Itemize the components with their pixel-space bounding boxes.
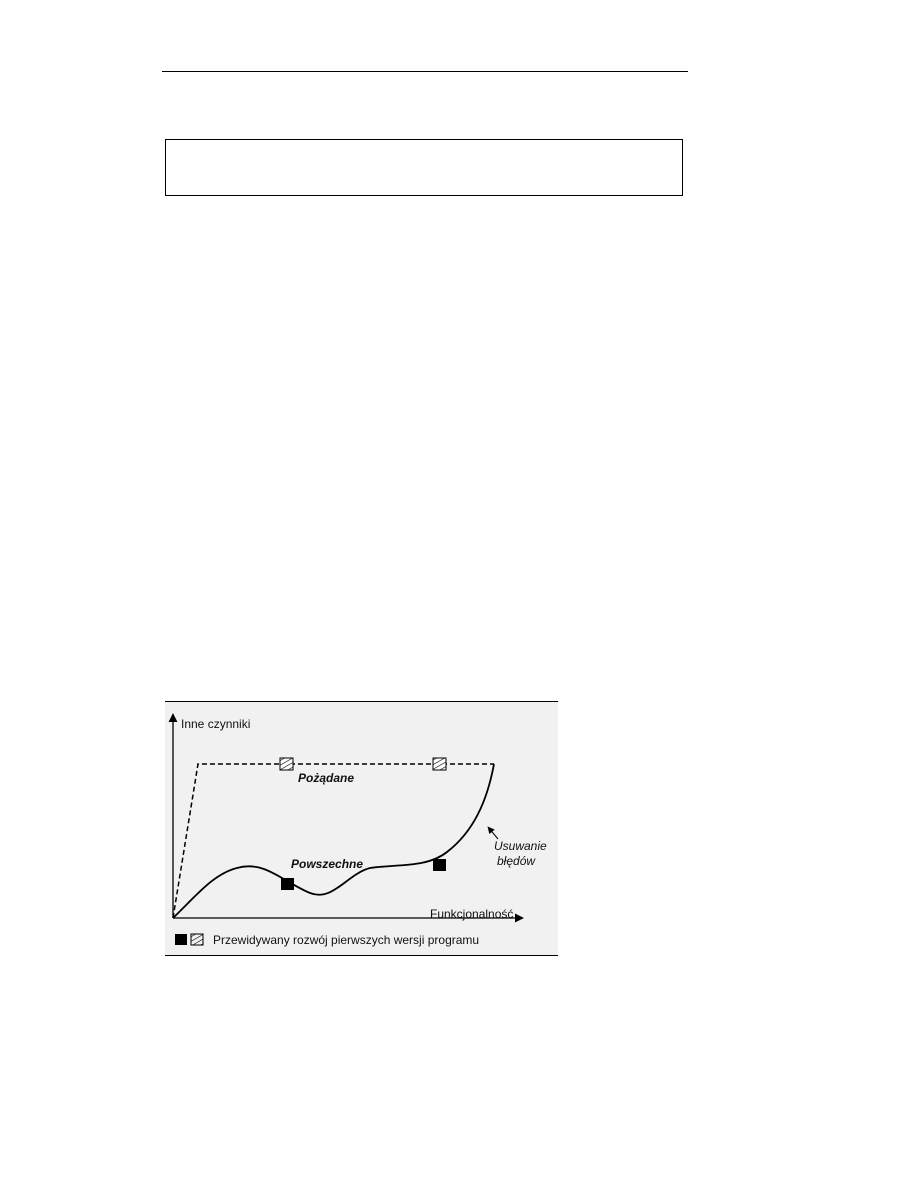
figure-panel <box>165 701 558 956</box>
black-square-icon <box>281 878 294 890</box>
empty-frame <box>165 139 683 196</box>
y-axis-label: Inne czynniki <box>181 717 251 731</box>
black-square-icon <box>433 859 446 871</box>
common-curve-label: Powszechne <box>291 857 364 871</box>
hatched-square-fill <box>280 758 293 770</box>
debugging-label-line1: Usuwanie <box>494 839 547 853</box>
hatched-square-fill <box>433 758 446 770</box>
header-rule <box>162 71 688 72</box>
x-axis-label: Funkcjonalność <box>430 907 514 921</box>
legend-text: Przewidywany rozwój pierwszych wersji programu <box>213 933 480 947</box>
desired-curve-label: Pożądane <box>298 771 355 785</box>
debugging-label-line2: błędów <box>497 854 536 868</box>
desired-curve <box>173 764 494 918</box>
common-curve <box>173 764 494 918</box>
debugging-arrow <box>488 827 498 839</box>
legend-black-square-icon <box>175 934 187 945</box>
legend-hatched-square-icon <box>191 934 203 945</box>
